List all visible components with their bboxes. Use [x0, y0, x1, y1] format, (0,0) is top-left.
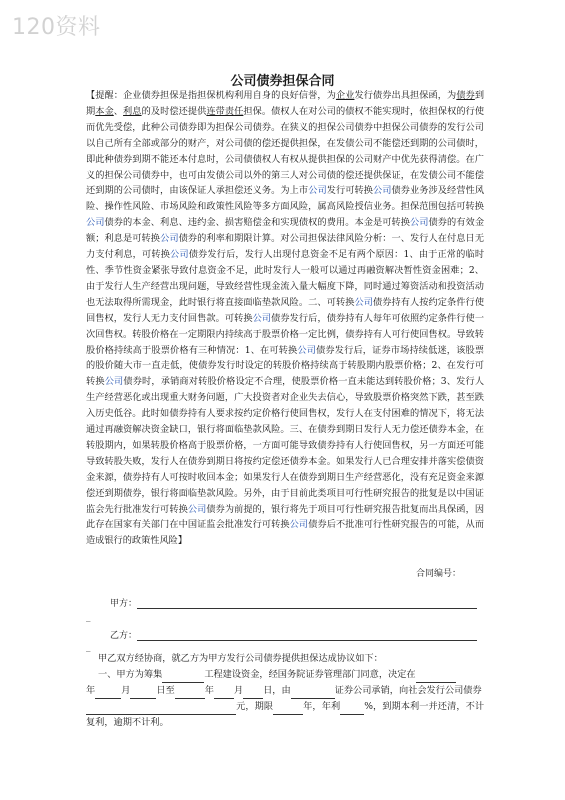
company-link[interactable]: 公司: [160, 233, 179, 245]
company-link[interactable]: 公司: [252, 312, 272, 324]
term-link[interactable]: 债券: [456, 90, 475, 101]
party-b-field[interactable]: [137, 630, 477, 641]
company-link[interactable]: 公司: [297, 344, 317, 356]
notice-paragraph: 【提醒：企业债券担保是指担保机构利用自身的良好信誉，为企业发行债券出具担保函，为债券到期本金、利息的及时偿还提供连带责任担保。债权人在对公司的债权不能实现时，依担保权的行使而优先受偿，此种公司债券即为担保公司债券。在狭义的担保公司债券中担保公司债券的发行公司以自己所有全部或部分的财产，对公司债的偿还提供担保，在发债公司不能偿还到期的公司债时，即此种债券到期不能还本付息时，公司债债权人有权从提供担保的公司财产中优先获得清偿。在广义的担保公司债券中，也可由发债公司以外的第三人对公司债的偿还提供保证，在发债公司不能偿还到期的公司债时，由该保证人承担偿还义务。为上市公司发行可转换公司债券业务涉及经营性风险、操作性风险、市场风险和政策性风险等多方面风险，属高风险授信业务。担保范围包括可转换公司债券的本金、利息、违约金、损害赔偿金和实现债权的费用。本金是可转换公司债券的有效金额；利息是可转换公司债券的利率和期限计算。对公司担保法律风险分析：一、发行人在付息日无力支付利息，可转换公司债券发行后，发行人出现付息资金不足有两个原因：1、由于正常的临时性、季节性资金紧张导致付息资金不足，此时发行人一般可以通过再融资解决暂性资金困难；2、由于发行人生产经营出现问题，导致经营性现金流入量大幅度下降，同时通过筹资活动和投资活动也无法取得所需现金，此时银行将直接面临垫款风险。二、可转换公司债券持有人按约定条件行使回售权，发行人无力支付回售款。可转换公司债券发行后，债券持有人每年可依照约定条件行使一次回售权。转股价格在一定期限内持续高于股票价格一定比例，债券持有人可行使回售权。导致转股价格持续高于股票价格有三种情况：1、在可转换公司债券发行后，证券市场持续低迷，该股票的股价随大市一直走低，使债券发行时设定的转股价格持续高于转股期内股票价格；2、在发行可转换公司债券时，承销商对转股价格设定不合理，使股票价格一直未能达到转股价格；3、发行人生产经营恶化或出现重大财务问题，广大投资者对企业失去信心，导致股票价格突然下跌，甚至跌入历史低谷。此时如债券持有人要求按约定价格行使回售权，发行人在支付困难的情况下，将无法通过再融资解决资金缺口，银行将面临垫款风险。三、在债券到期日发行人无力偿还债券本金，在转股期内，如果转股价格高于股票价格，一方面可能导致债券持有人行使回售权，另一方面还可能导致转股失败，发行人在债券到期日将按约定偿还债券本金。如果发行人已合理安排并落实偿债资金来源，债券持有人可按时收回本金；如果发行人在债券到期日生产经营恶化，没有充足资金来源偿还到期债券，银行将面临垫款风险。另外，由于目前此类项目可行性研究报告的批复是以中国证监会先行批准发行可转换公司债券为前提的，银行将先于项目可行性研究报告批复而出具保函，因此存在国家有关部门在中国证监会批准发行可转换公司债券后不批准可行性研究报告的可能，从而造成银行的政策性风险】: [86, 90, 485, 547]
underwriter-field[interactable]: [291, 688, 335, 699]
party-b-row: [110, 628, 477, 642]
separator-mark: _: [86, 612, 91, 622]
company-link[interactable]: 公司: [410, 217, 429, 229]
company-link[interactable]: 公司: [187, 503, 207, 515]
company-link[interactable]: 公司: [373, 185, 392, 197]
company-link[interactable]: 公司: [104, 376, 124, 388]
agreement-text: 甲乙双方经协商，就乙方为甲方发行公司债券提供担保达成协议如下： 一、甲方为筹集 工程建设资金，经国务院证券管理部门同意，决定在 年 月 日至 年 月 日，由 证券公司承销，向社会发行公司债券 元，期限 年，年利 %，到期本利一并还清，不计复利，逾期不计利。: [86, 653, 485, 728]
contract-number-label: 合同编号：: [416, 569, 462, 579]
company-link[interactable]: 公司: [289, 519, 309, 531]
party-b-label: 乙方：: [110, 631, 138, 641]
document-title: 公司债券担保合同: [230, 74, 335, 89]
project-name-field[interactable]: [162, 672, 204, 683]
company-link[interactable]: 公司: [170, 249, 189, 261]
interest-rate-field[interactable]: [340, 704, 364, 715]
party-a-row: [110, 596, 477, 610]
company-link[interactable]: 公司: [354, 296, 373, 308]
party-a-label: 甲方：: [110, 599, 138, 609]
term-link[interactable]: 利息: [123, 105, 142, 117]
end-day-field[interactable]: [243, 688, 263, 699]
term-link[interactable]: 连带责任: [206, 105, 244, 117]
start-year-field[interactable]: [416, 672, 456, 683]
end-month-field[interactable]: [214, 688, 234, 699]
end-year-field[interactable]: [175, 688, 205, 699]
term-years-field[interactable]: [273, 704, 303, 715]
term-link[interactable]: 企业: [335, 90, 355, 101]
term-link[interactable]: 本金: [95, 105, 114, 117]
start-month-field[interactable]: [95, 688, 121, 699]
start-day-field[interactable]: [130, 688, 156, 699]
company-link[interactable]: 公司: [308, 185, 327, 197]
separator-mark: _: [86, 642, 91, 652]
agreement-intro: 甲乙双方经协商，就乙方为甲方发行公司债券提供担保达成协议如下：: [98, 653, 383, 664]
bond-amount-field[interactable]: [86, 704, 236, 715]
company-link[interactable]: 公司: [86, 217, 105, 229]
watermark-logo: 120资料: [12, 15, 101, 40]
party-a-field[interactable]: [137, 598, 477, 609]
